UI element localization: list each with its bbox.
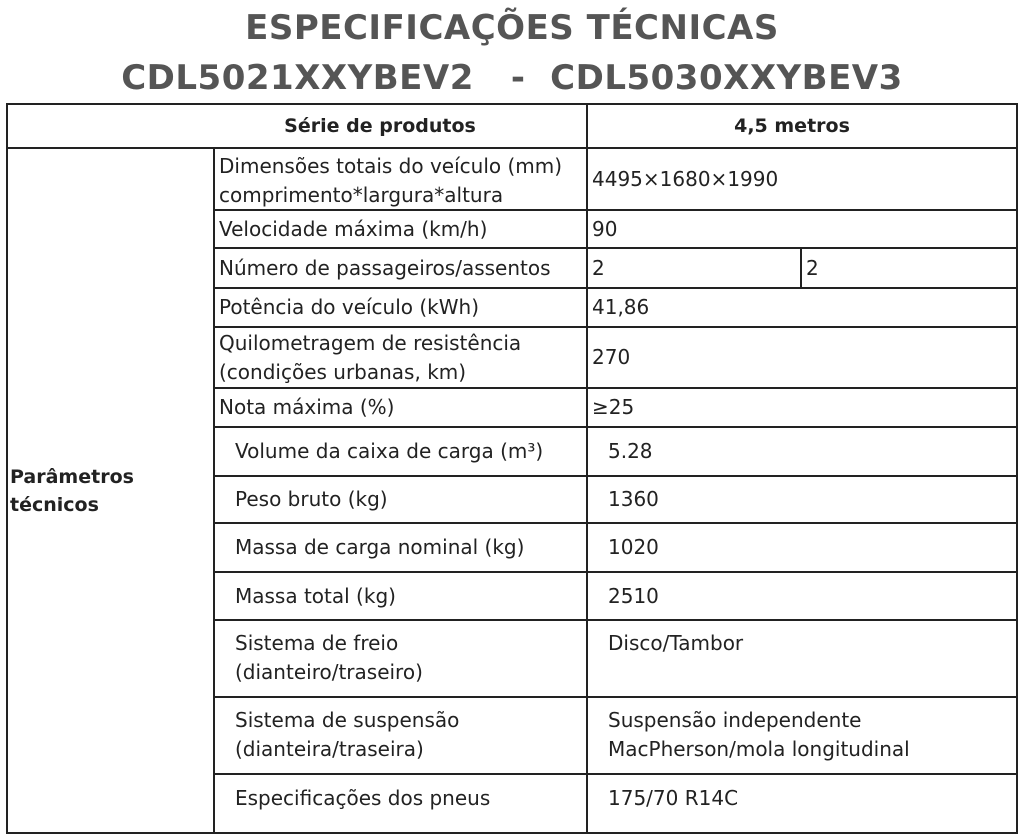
spec-label: Volume da caixa de carga (m³) — [235, 439, 544, 463]
spec-value: 41,86 — [592, 295, 650, 319]
spec-label — [215, 149, 586, 209]
spec-label-line: Quilometragem de resistência — [219, 331, 522, 355]
spec-value: 2510 — [608, 583, 659, 608]
spec-label: Nota máxima (%) — [219, 395, 395, 419]
spec-label — [215, 621, 586, 696]
spec-value-line: Suspensão independente — [608, 708, 862, 732]
table-border-bottom — [6, 832, 1018, 834]
spec-value — [588, 698, 1016, 773]
spec-label-line: (dianteiro/traseiro) — [235, 660, 423, 684]
spec-label: Peso bruto (kg) — [235, 487, 388, 511]
spec-label-line: comprimento*largura*altura — [219, 183, 504, 207]
spec-value: 1360 — [608, 487, 659, 511]
spec-label-line: (condições urbanas, km) — [219, 360, 467, 384]
spec-label: Velocidade máxima (km/h) — [219, 216, 488, 241]
spec-value-secondary: 2 — [806, 255, 819, 280]
spec-label: Especificações dos pneus — [235, 785, 491, 810]
spec-label: Potência do veículo (kWh) — [219, 295, 480, 319]
spec-label-line: Sistema de freio — [235, 631, 399, 655]
table-border-right — [1016, 103, 1018, 834]
spec-label — [215, 328, 586, 387]
table-border-left — [6, 103, 8, 834]
spec-value: 1020 — [608, 535, 659, 559]
spec-value: 2 — [592, 255, 605, 280]
group-label-text: Parâmetros técnicos — [10, 465, 134, 516]
spec-label: Massa total (kg) — [235, 583, 396, 608]
spec-label: Massa de carga nominal (kg) — [235, 535, 525, 559]
page-title: ESPECIFICAÇÕES TÉCNICAS — [245, 8, 779, 48]
model-title: CDL5021XXYBEV2 - CDL5030XXYBEV3 — [121, 58, 903, 98]
spec-value-line: MacPherson/mola longitudinal — [608, 737, 910, 761]
series-value: 4,5 metros — [734, 114, 850, 137]
spec-value: 270 — [592, 345, 631, 369]
spec-label: Número de passageiros/assentos — [219, 255, 551, 280]
spec-label — [215, 698, 586, 773]
spec-value: 175/70 R14C — [608, 785, 739, 810]
spec-value: 5.28 — [608, 439, 653, 463]
spec-value: Disco/Tambor — [608, 631, 744, 655]
spec-label-line: Dimensões totais do veículo (mm) — [219, 154, 563, 178]
series-label: Série de produtos — [284, 114, 476, 137]
spec-value: 90 — [592, 216, 618, 241]
spec-label-line: Sistema de suspensão — [235, 708, 460, 732]
group-label — [10, 149, 210, 832]
spec-value: ≥25 — [592, 395, 635, 419]
spec-value: 4495×1680×1990 — [592, 166, 779, 191]
spec-label-line: (dianteira/traseira) — [235, 737, 424, 761]
